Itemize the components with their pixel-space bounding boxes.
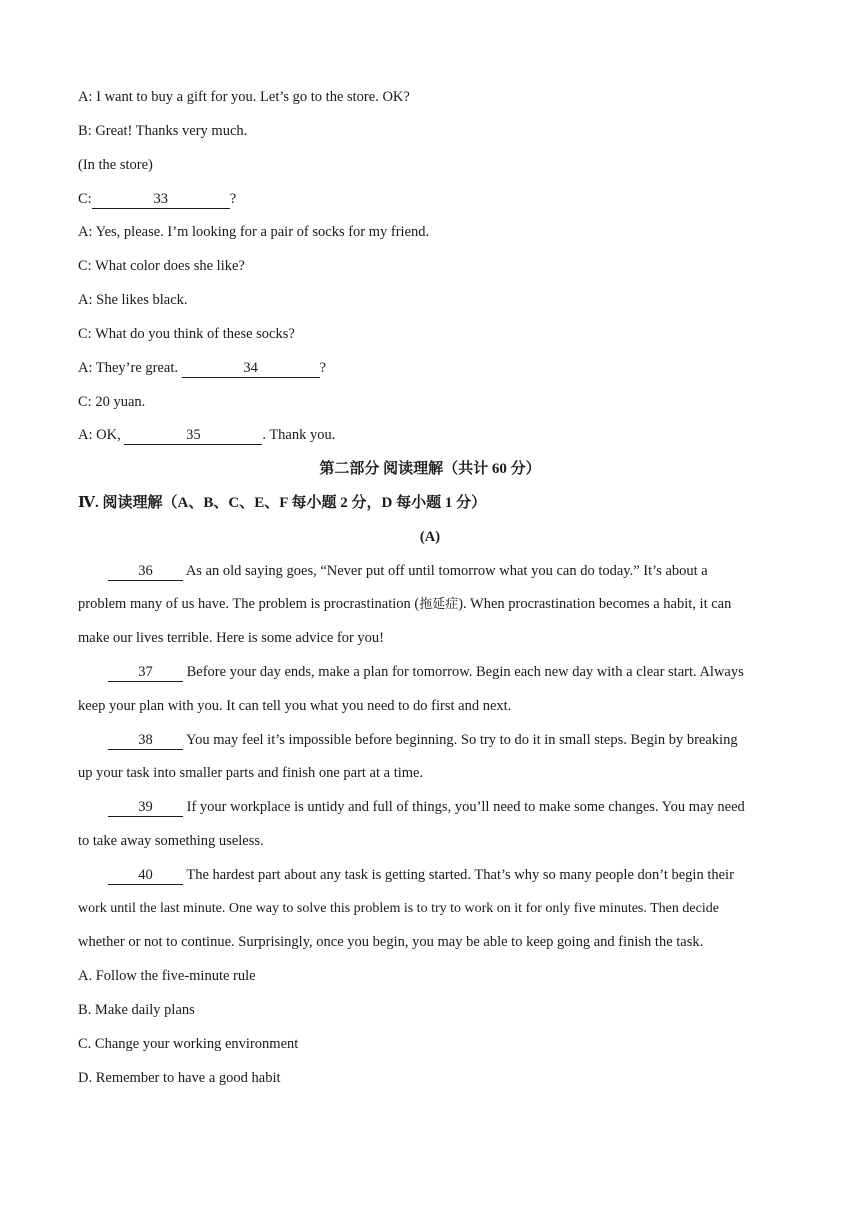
dialogue-line bbox=[78, 392, 778, 412]
paragraph-line: up your task into smaller parts and finish one part at a time. bbox=[78, 765, 424, 781]
part-title: 第二部分 阅读理解（共计 60 分） bbox=[319, 461, 541, 477]
chinese-gloss: 拖延症 bbox=[419, 597, 459, 612]
answer-blank-38[interactable]: 38 bbox=[108, 732, 183, 750]
dialogue-text: They’re great. bbox=[92, 360, 182, 376]
speaker-label: A: bbox=[78, 292, 93, 308]
section-heading: Ⅳ. 阅读理解（A、B、C、E、F 每小题 2 分，D 每小题 1 分） bbox=[78, 495, 487, 511]
speaker-label: C: bbox=[78, 326, 92, 342]
dialogue-line bbox=[78, 324, 778, 344]
stage-note: (In the store) bbox=[78, 157, 153, 173]
speaker-label: A: bbox=[78, 427, 93, 443]
paragraph-text: ). When procrastination becomes a habit, it can bbox=[458, 596, 732, 612]
paragraph-text: The hardest part about any task is getting started. That’s why so many people don’t begin their bbox=[186, 867, 734, 883]
dialogue-line bbox=[78, 358, 778, 378]
dialogue-text: What color does she like? bbox=[91, 258, 245, 274]
dialogue-line bbox=[78, 425, 778, 445]
speaker-label: C: bbox=[78, 258, 92, 274]
speaker-label: C: bbox=[78, 191, 92, 207]
answer-blank-40[interactable]: 40 bbox=[108, 867, 183, 885]
passage-label: (A) bbox=[419, 529, 441, 545]
answer-blank-34[interactable]: 34 bbox=[182, 360, 320, 378]
dialogue-line bbox=[78, 222, 778, 242]
paragraph-first-line bbox=[108, 865, 808, 885]
speaker-label: A: bbox=[78, 360, 93, 376]
dialogue-line bbox=[78, 121, 778, 141]
dialogue-text: I want to buy a gift for you. Let’s go to the store. OK? bbox=[92, 89, 410, 105]
dialogue-line bbox=[78, 290, 778, 310]
dialogue-line bbox=[78, 256, 778, 276]
speaker-label: A: bbox=[78, 89, 93, 105]
dialogue-line bbox=[78, 87, 778, 107]
paragraph-line: work until the last minute. One way to solve this problem is to try to work on it for only five minutes. Then decide bbox=[78, 901, 719, 916]
speaker-label: B: bbox=[78, 123, 92, 139]
paragraph-first-line bbox=[108, 561, 808, 581]
dialogue-text: She likes black. bbox=[92, 292, 188, 308]
option-d: D. Remember to have a good habit bbox=[78, 1070, 281, 1086]
dialogue-text: ? bbox=[319, 360, 327, 376]
dialogue-text: ? bbox=[229, 191, 237, 207]
paragraph-first-line bbox=[108, 797, 808, 817]
option-c: C. Change your working environment bbox=[78, 1036, 299, 1052]
paragraph-text: You may feel it’s impossible before beginning. So try to do it in small steps. Begin by breaking bbox=[186, 732, 738, 748]
paragraph-line: to take away something useless. bbox=[78, 833, 264, 849]
answer-blank-36[interactable]: 36 bbox=[108, 563, 183, 581]
paragraph-text: Before your day ends, make a plan for tomorrow. Begin each new day with a clear start. Always bbox=[186, 664, 744, 680]
dialogue-text: OK, bbox=[92, 427, 125, 443]
dialogue-text: 20 yuan. bbox=[91, 394, 146, 410]
dialogue-text: What do you think of these socks? bbox=[91, 326, 295, 342]
dialogue-text: . Thank you. bbox=[262, 427, 336, 443]
paragraph-text: problem many of us have. The problem is procrastination ( bbox=[78, 596, 420, 612]
paragraph-first-line bbox=[108, 730, 808, 750]
paragraph-line bbox=[78, 594, 778, 615]
speaker-label: C: bbox=[78, 394, 92, 410]
paragraph-line: keep your plan with you. It can tell you what you need to do first and next. bbox=[78, 698, 512, 714]
paragraph-line: make our lives terrible. Here is some advice for you! bbox=[78, 630, 385, 646]
answer-blank-39[interactable]: 39 bbox=[108, 799, 183, 817]
paragraph-text: If your workplace is untidy and full of things, you’ll need to make some changes. You may need bbox=[186, 799, 745, 815]
paragraph-text: As an old saying goes, “Never put off until tomorrow what you can do today.” It’s about a bbox=[185, 563, 708, 579]
dialogue-text: Great! Thanks very much. bbox=[91, 123, 248, 139]
option-a: A. Follow the five-minute rule bbox=[78, 968, 256, 984]
paragraph-first-line bbox=[108, 662, 808, 682]
dialogue-text: Yes, please. I’m looking for a pair of socks for my friend. bbox=[92, 224, 430, 240]
option-b: B. Make daily plans bbox=[78, 1002, 195, 1018]
answer-blank-37[interactable]: 37 bbox=[108, 664, 183, 682]
answer-blank-35[interactable]: 35 bbox=[124, 427, 262, 445]
dialogue-line bbox=[78, 189, 778, 209]
answer-blank-33[interactable]: 33 bbox=[92, 191, 230, 209]
speaker-label: A: bbox=[78, 224, 93, 240]
paragraph-line: whether or not to continue. Surprisingly, once you begin, you may be able to keep going and finish the task. bbox=[78, 934, 704, 950]
